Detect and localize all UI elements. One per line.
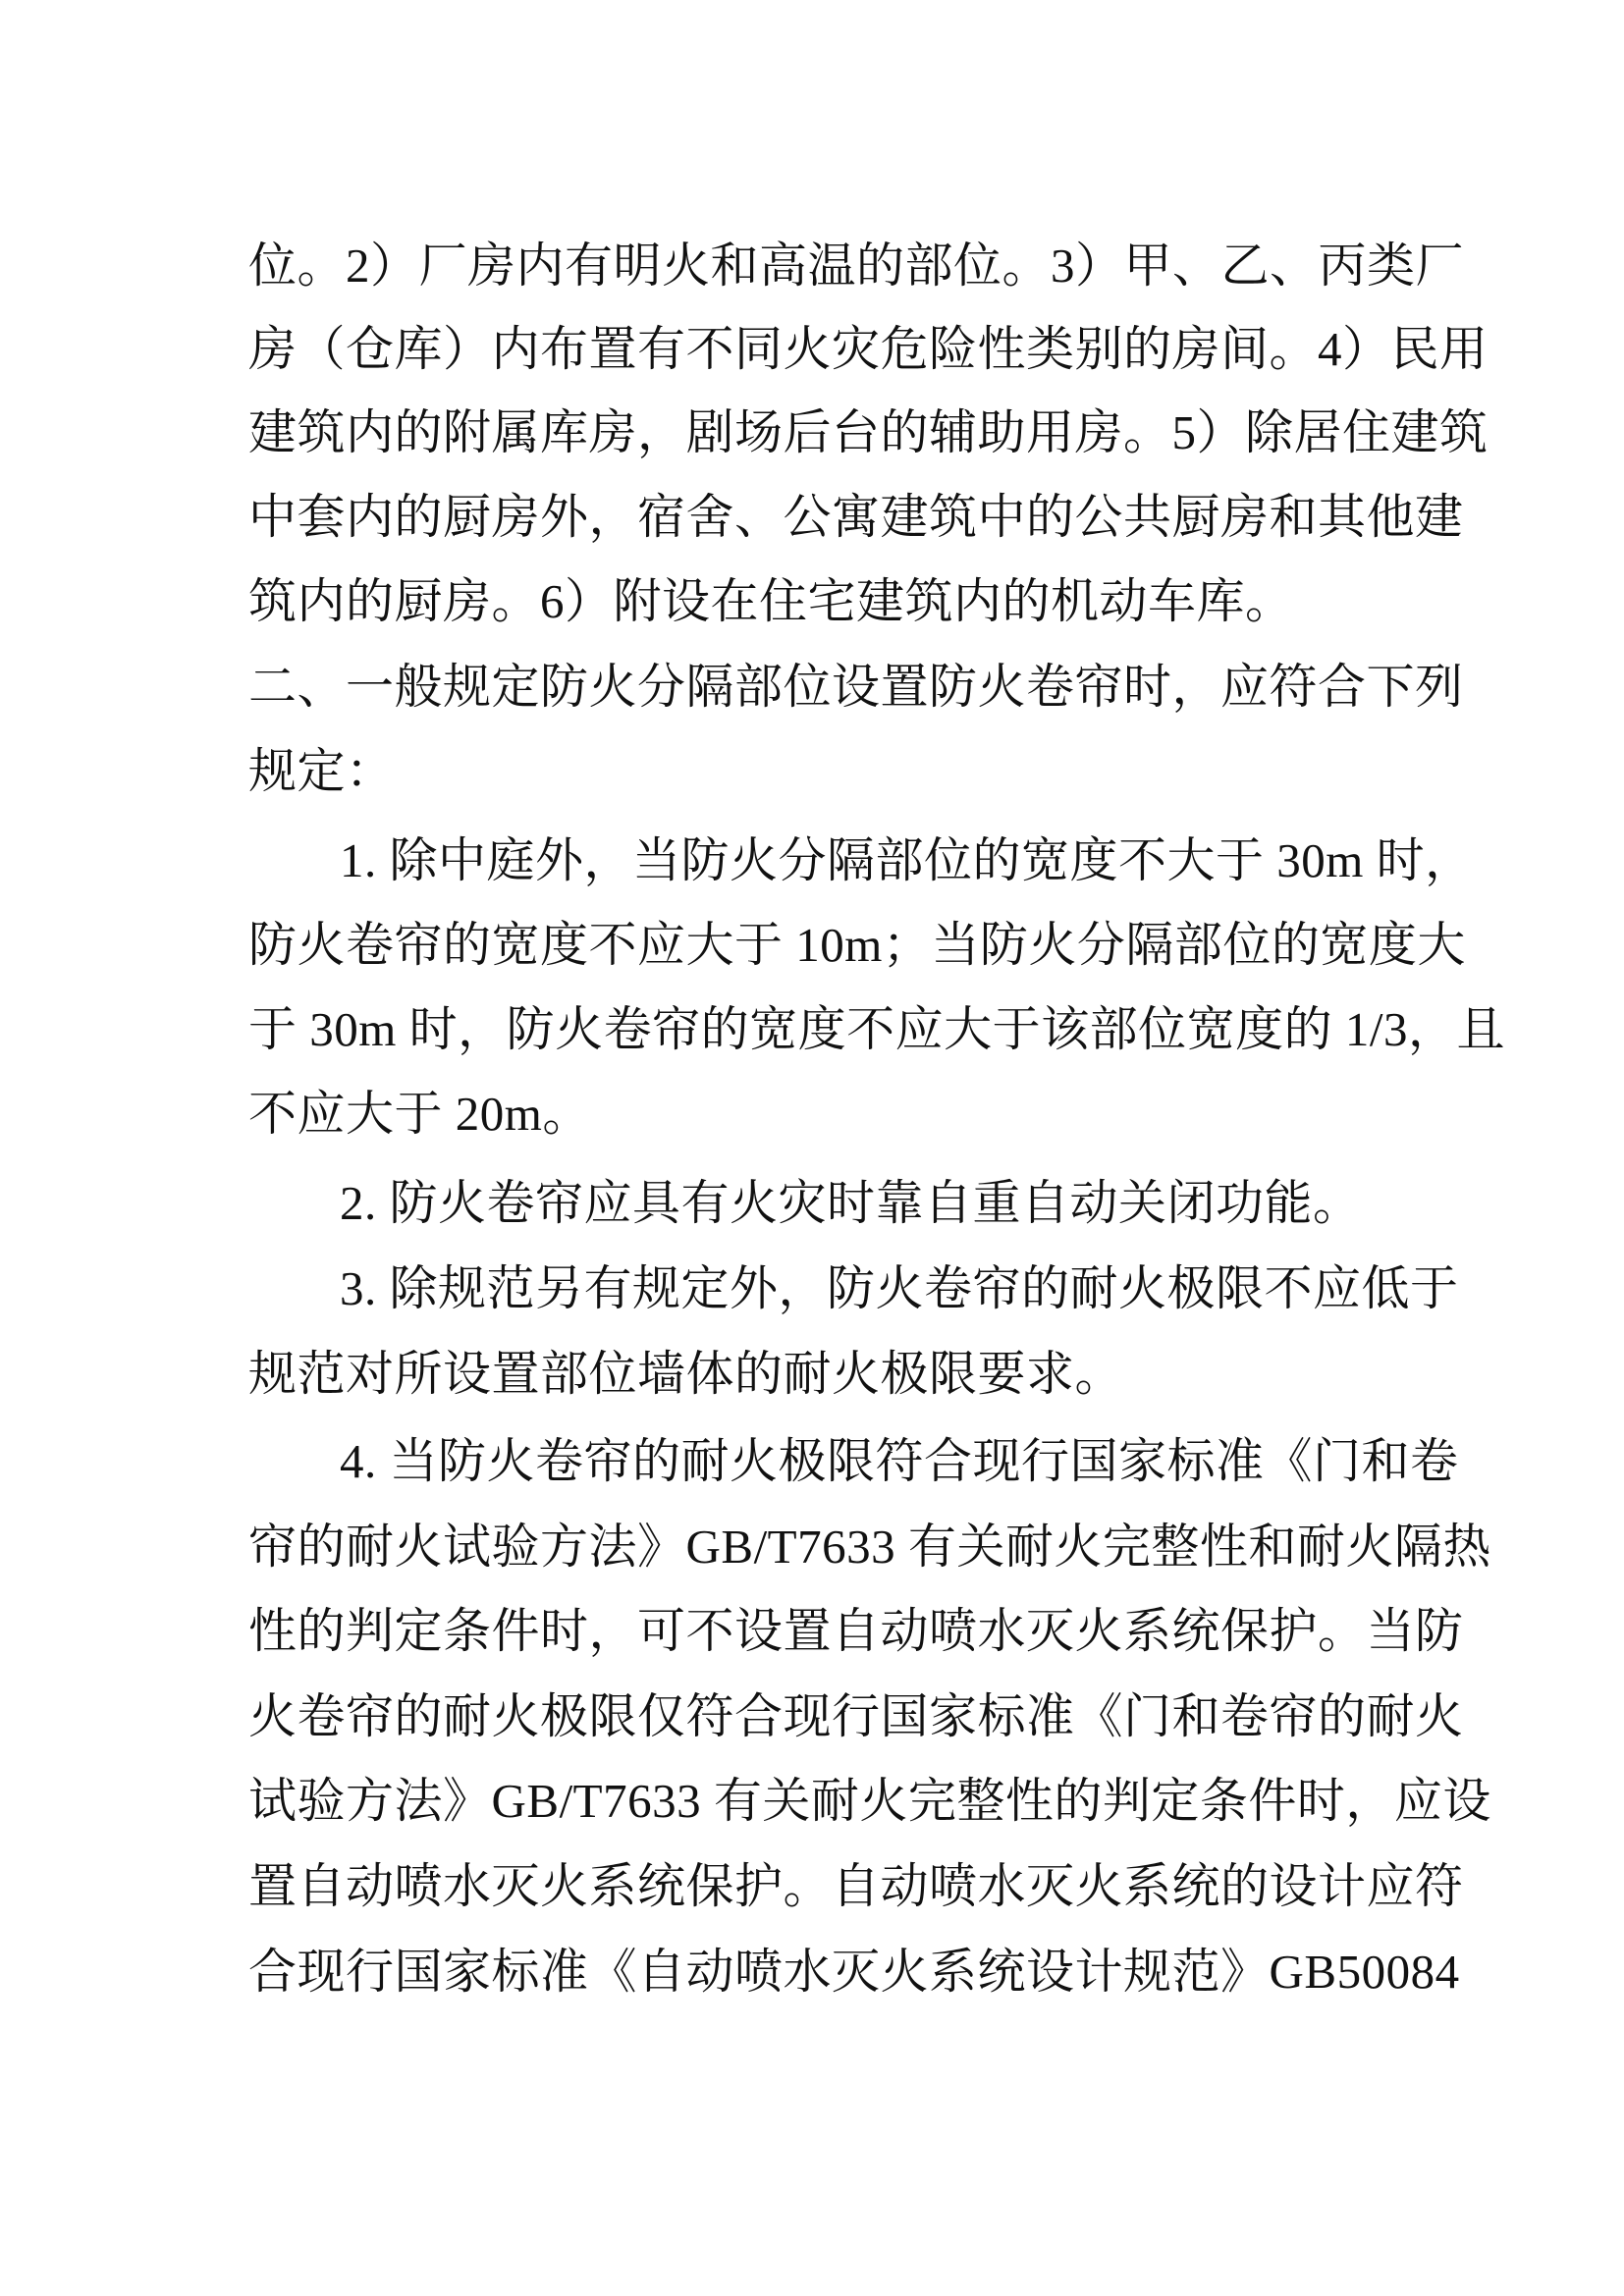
text-line: 合现行国家标准《自动喷水灭火系统设计规范》GB50084 xyxy=(248,1945,1460,1999)
section-heading: 二、一般规定防火分隔部位设置防火卷帘时，应符合下列 xyxy=(248,660,1464,714)
text-line: 规范对所设置部位墙体的耐火极限要求。 xyxy=(248,1347,1124,1401)
text-line: 房（仓库）内布置有不同火灾危险性类别的房间。4）民用 xyxy=(248,322,1489,376)
section-heading: 规定： xyxy=(248,744,395,798)
text-line: 帘的耐火试验方法》GB/T7633 有关耐火完整性和耐火隔热 xyxy=(248,1520,1491,1574)
list-item-1: 1. 除中庭外，当防火分隔部位的宽度不大于 30m 时， xyxy=(340,833,1474,887)
text-line: 防火卷帘的宽度不应大于 10m；当防火分隔部位的宽度大 xyxy=(248,918,1466,972)
text-line: 筑内的厨房。6）附设在住宅建筑内的机动车库。 xyxy=(248,574,1294,628)
list-item-2: 2. 防火卷帘应具有火灾时靠自重自动关闭功能。 xyxy=(340,1176,1362,1230)
text-line: 建筑内的附属库房，剧场后台的辅助用房。5）除居住建筑 xyxy=(248,405,1489,459)
text-line: 置自动喷水灭火系统保护。自动喷水灭火系统的设计应符 xyxy=(248,1859,1464,1913)
list-item-4: 4. 当防火卷帘的耐火极限符合现行国家标准《门和卷 xyxy=(340,1434,1459,1488)
text-line: 性的判定条件时，可不设置自动喷水灭火系统保护。当防 xyxy=(248,1604,1464,1658)
text-line: 火卷帘的耐火极限仅符合现行国家标准《门和卷帘的耐火 xyxy=(248,1689,1464,1743)
text-line: 中套内的厨房外，宿舍、公寓建筑中的公共厨房和其他建 xyxy=(248,490,1464,544)
text-line: 不应大于 20m。 xyxy=(248,1087,591,1141)
text-line: 位。2）厂房内有明火和高温的部位。3）甲、乙、丙类厂 xyxy=(248,239,1465,293)
text-line: 于 30m 时，防火卷帘的宽度不应大于该部位宽度的 1/3，且 xyxy=(248,1002,1505,1056)
list-item-3: 3. 除规范另有规定外，防火卷帘的耐火极限不应低于 xyxy=(340,1261,1459,1315)
text-line: 试验方法》GB/T7633 有关耐火完整性的判定条件时，应设 xyxy=(248,1774,1491,1828)
